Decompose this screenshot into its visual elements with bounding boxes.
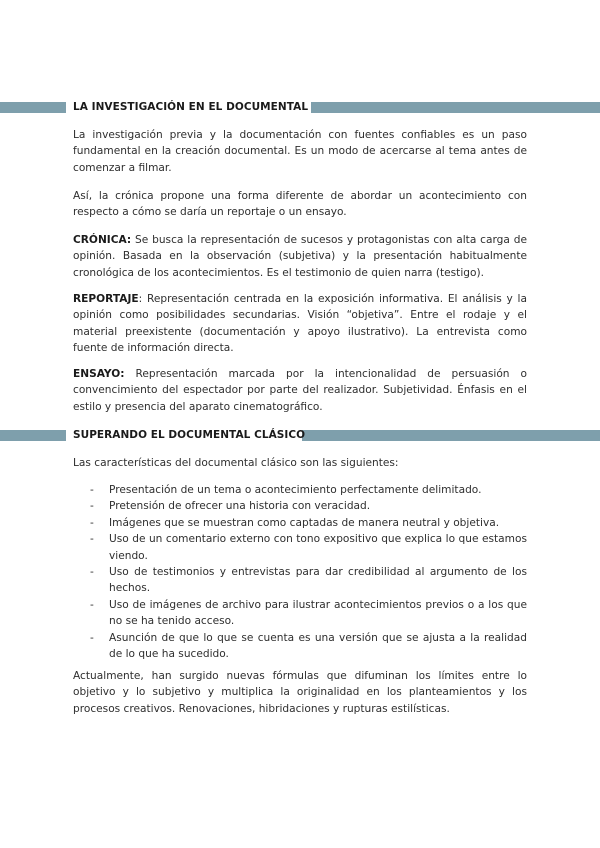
paragraph-investigacion: La investigación previa y la documentación con fuentes confiables es un paso fundamental en la creación documental. Es un modo de acercarse al tema antes de comenzar a filmar. bbox=[73, 129, 527, 174]
bullet-dash: - bbox=[90, 631, 94, 644]
bullet-dash: - bbox=[90, 598, 94, 611]
term-ensayo: ENSAYO: bbox=[73, 368, 125, 380]
bullet-dash: - bbox=[90, 533, 94, 546]
paragraph-ensayo bbox=[73, 366, 527, 415]
list-item: - Asunción de que lo que se cuenta es una versión que se ajusta a la realidad de lo que ha sucedido. bbox=[90, 631, 527, 661]
accent-bar-right bbox=[311, 102, 600, 113]
section-title: SUPERANDO EL DOCUMENTAL CLÁSICO bbox=[73, 429, 306, 441]
section-title: LA INVESTIGACIÓN EN EL DOCUMENTAL bbox=[73, 101, 309, 113]
list-item: - Uso de testimonios y entrevistas para dar credibilidad al argumento de los hechos. bbox=[90, 566, 527, 595]
paragraph-cronica bbox=[73, 232, 527, 281]
paragraph-caracteristicas-intro: Las características del documental clásico son las siguientes: bbox=[73, 457, 399, 469]
paragraph-cronica-intro: Así, la crónica propone una forma diferente de abordar un acontecimiento con respecto a cómo se daría un reportaje o un ensayo. bbox=[73, 190, 527, 219]
accent-bar-right bbox=[302, 430, 600, 441]
section-header-superando bbox=[0, 428, 600, 443]
term-cronica: CRÓNICA: bbox=[73, 234, 132, 246]
accent-bar-left bbox=[0, 430, 66, 441]
bullet-dash: - bbox=[90, 566, 94, 579]
paragraph-conclusion: Actualmente, han surgido nuevas fórmulas que difuminan los límites entre lo objetivo y lo subjetivo y multiplica la originalidad en los planteamientos y los procesos creativos. Renovaciones, hibridaciones y rupturas estilísticas. bbox=[73, 670, 527, 715]
definition-ensayo: Representación marcada por la intencionalidad de persuasión o convencimiento del espectador por parte del realizador. Subjetividad. Énfasis en el estilo y presencia del aparato cinematográfico. bbox=[73, 368, 527, 413]
bullet-dash: - bbox=[90, 484, 94, 496]
bullet-dash: - bbox=[90, 500, 94, 513]
accent-bar-left bbox=[0, 102, 66, 113]
bullet-dash: - bbox=[90, 516, 94, 529]
caracteristicas-list bbox=[73, 482, 527, 662]
definition-cronica: Se busca la representación de sucesos y protagonistas con alta carga de opinión. Basada en la observación (subjetiva) y la presentación habitualmente cronológica de los acontecimientos. Es el testimonio de quien narra (testigo). bbox=[73, 234, 527, 279]
section-header-investigacion bbox=[0, 100, 600, 115]
list-item: - Uso de imágenes de archivo para ilustrar acontecimientos previos o a los que no se ha tenido acceso. bbox=[90, 598, 527, 628]
paragraph-reportaje bbox=[73, 291, 527, 357]
term-reportaje: REPORTAJE bbox=[73, 293, 139, 305]
list-item: - Imágenes que se muestran como captadas de manera neutral y objetiva. bbox=[73, 515, 527, 531]
list-item: - Presentación de un tema o acontecimiento perfectamente delimitado. bbox=[73, 482, 527, 498]
definition-reportaje: : Representación centrada en la exposición informativa. El análisis y la opinión como posibilidades secundarias. Visión “objetiva”. Entre el rodaje y el material preexistente (documentación y apoyo ilustrativo). La entrevista como fuente de información directa. bbox=[73, 293, 527, 355]
list-item: - Uso de un comentario externo con tono expositivo que explica lo que estamos viendo. bbox=[90, 533, 527, 562]
list-item: - Pretensión de ofrecer una historia con veracidad. bbox=[73, 498, 527, 514]
